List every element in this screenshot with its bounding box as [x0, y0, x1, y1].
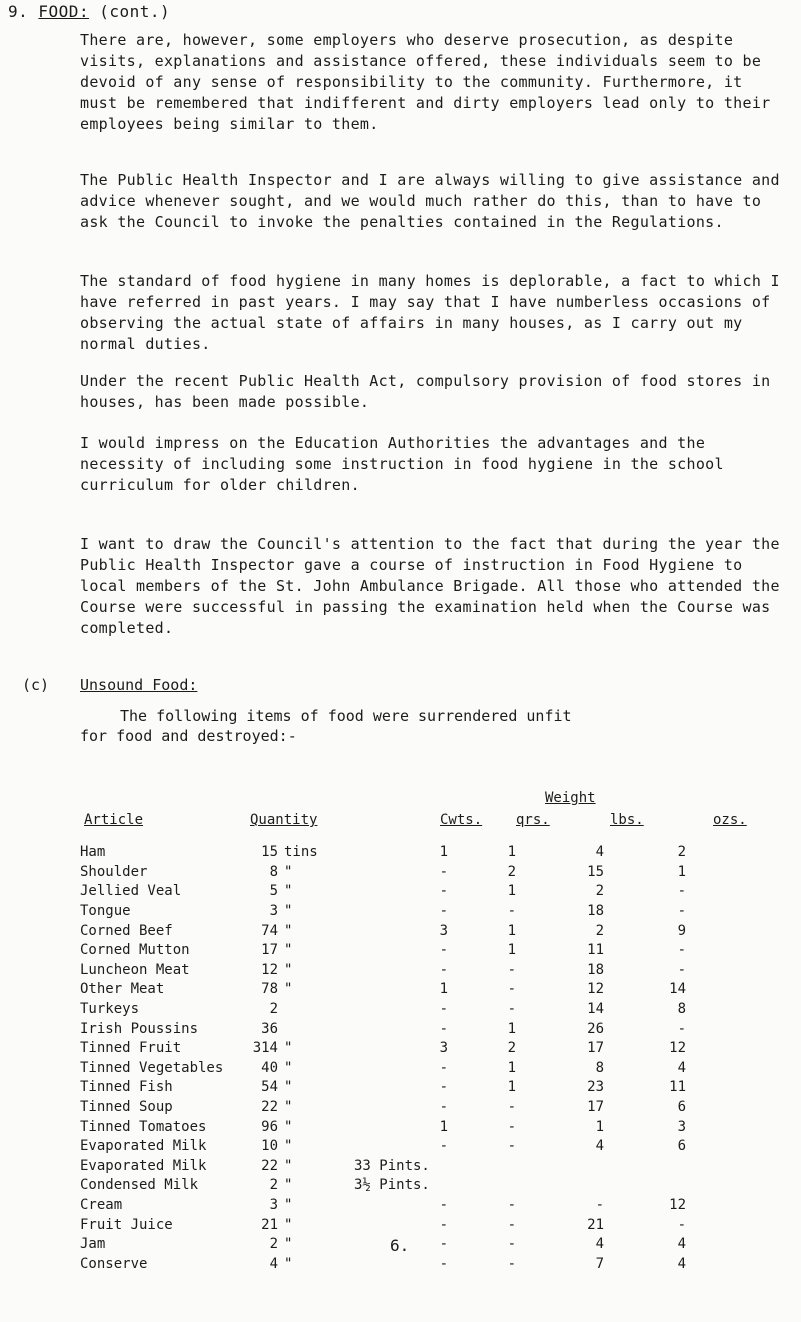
lbs-cell: 4	[595, 1138, 604, 1155]
lbs-cell: 23	[587, 1079, 604, 1096]
cwts-cell: -	[439, 1255, 448, 1272]
header-cwts: Cwts.	[440, 812, 483, 828]
unit-cell: "	[284, 863, 293, 880]
cwts-cell: -	[439, 903, 448, 920]
quantity-cell: 78	[261, 981, 278, 998]
ozs-cell: 6	[677, 1138, 686, 1155]
lbs-cell: 14	[587, 1001, 604, 1018]
quantity-cell: 21	[261, 1216, 278, 1233]
qrs-cell: -	[507, 1001, 516, 1018]
quantity-cell: 3	[269, 1196, 278, 1213]
cwts-cell: 1	[439, 1118, 448, 1135]
table-row	[80, 1254, 686, 1274]
quantity-cell: 74	[261, 922, 278, 939]
table-row	[80, 941, 686, 961]
ozs-cell: -	[677, 883, 686, 900]
unit-cell: "	[284, 883, 293, 900]
qrs-cell: 1	[507, 942, 516, 959]
article-cell: Jam	[80, 1236, 106, 1253]
qrs-cell: -	[507, 1138, 516, 1155]
lbs-cell: 17	[587, 1040, 604, 1057]
table-row	[80, 843, 686, 863]
article-cell: Evaporated Milk	[80, 1157, 207, 1174]
ozs-cell: 4	[677, 1236, 686, 1253]
ozs-cell: 11	[669, 1079, 686, 1096]
ozs-cell: 1	[677, 863, 686, 880]
lbs-cell: 18	[587, 903, 604, 920]
paragraph-5: I would impress on the Education Authorities the advantages and the necessity of including some instruction in food hygiene in the school curriculum for older children.	[80, 434, 724, 494]
qrs-cell: 2	[507, 863, 516, 880]
article-cell: Cream	[80, 1196, 123, 1213]
qrs-cell: 2	[507, 1040, 516, 1057]
ozs-cell: -	[677, 903, 686, 920]
ozs-cell: 9	[677, 922, 686, 939]
table-row	[80, 1137, 686, 1157]
header-weight: Weight	[545, 790, 596, 806]
unit-cell: "	[284, 1177, 293, 1194]
table-row	[80, 1215, 686, 1235]
cwts-cell: 3	[439, 922, 448, 939]
article-cell: Conserve	[80, 1255, 148, 1272]
quantity-cell: 314	[252, 1040, 278, 1057]
qrs-cell: -	[507, 1255, 516, 1272]
header-ozs: ozs.	[713, 812, 747, 828]
unit-cell: "	[284, 1196, 293, 1213]
cwts-cell: -	[439, 961, 448, 978]
table-row	[80, 1059, 686, 1079]
table-row	[80, 980, 686, 1000]
unit-cell: "	[284, 1255, 293, 1272]
article-cell: Luncheon Meat	[80, 961, 190, 978]
ozs-cell: 3	[677, 1118, 686, 1135]
unit-cell: "	[284, 1236, 293, 1253]
header-qrs: qrs.	[516, 812, 550, 828]
article-cell: Condensed Milk	[80, 1177, 199, 1194]
qrs-cell: -	[507, 1099, 516, 1116]
lbs-cell: 26	[587, 1020, 604, 1037]
table-row	[80, 1117, 686, 1137]
unit-cell: "	[284, 1040, 293, 1057]
table-row	[80, 961, 686, 981]
lbs-cell: 21	[587, 1216, 604, 1233]
unit-cell: "	[284, 1079, 293, 1096]
cwts-cell: -	[439, 883, 448, 900]
ozs-cell: 4	[677, 1255, 686, 1272]
article-cell: Tongue	[80, 903, 131, 920]
section-suffix: (cont.)	[99, 2, 171, 21]
qrs-cell: -	[507, 1196, 516, 1213]
header-quantity: Quantity	[250, 812, 318, 828]
lbs-cell: 4	[595, 1236, 604, 1253]
table-row	[80, 1000, 686, 1020]
table-row	[80, 1039, 686, 1059]
unit-cell: "	[284, 922, 293, 939]
qrs-cell: -	[507, 1236, 516, 1253]
table-row	[80, 1157, 686, 1177]
quantity-cell: 3	[269, 903, 278, 920]
ozs-cell: 4	[677, 1059, 686, 1076]
intro-line-2: for food and destroyed:-	[80, 727, 297, 745]
article-cell: Corned Beef	[80, 922, 173, 939]
lbs-cell: 1	[595, 1118, 604, 1135]
quantity-cell: 96	[261, 1118, 278, 1135]
qrs-cell: -	[507, 1118, 516, 1135]
lbs-cell: 11	[587, 942, 604, 959]
article-cell: Tinned Tomatoes	[80, 1118, 207, 1135]
section-header	[8, 2, 170, 21]
cwts-cell: -	[439, 1020, 448, 1037]
intro-line-1: The following items of food were surrendered unfit	[120, 707, 572, 725]
ozs-cell: -	[677, 961, 686, 978]
qrs-cell: -	[507, 961, 516, 978]
quantity-cell: 10	[261, 1138, 278, 1155]
ozs-cell: 2	[677, 844, 686, 861]
quantity-cell: 2	[269, 1001, 278, 1018]
quantity-cell: 8	[269, 863, 278, 880]
cwts-cell: -	[439, 942, 448, 959]
cwts-cell: -	[439, 1236, 448, 1253]
table-row	[80, 1098, 686, 1118]
lbs-cell: 12	[587, 981, 604, 998]
cwts-cell: -	[439, 1138, 448, 1155]
quantity-cell: 22	[261, 1157, 278, 1174]
cwts-cell: -	[439, 1001, 448, 1018]
unit-cell: "	[284, 1118, 293, 1135]
qrs-cell: -	[507, 981, 516, 998]
lbs-cell: 8	[595, 1059, 604, 1076]
lbs-cell: 15	[587, 863, 604, 880]
paragraph-2: The Public Health Inspector and I are always willing to give assistance and advice whenever sought, and we would much rather do this, than to have to ask the Council to invoke the penalties contained in the Regulations.	[80, 171, 780, 231]
subsection-title: Unsound Food:	[80, 676, 198, 694]
header-lbs: lbs.	[610, 812, 644, 828]
article-cell: Jellied Veal	[80, 883, 182, 900]
article-cell: Ham	[80, 844, 106, 861]
paragraph-3: The standard of food hygiene in many homes is deplorable, a fact to which I have referred in past years. I may say that I have numberless occasions of observing the actual state of affairs in many houses, as I carry out my normal duties.	[80, 272, 780, 353]
table-row	[80, 1176, 686, 1196]
ozs-cell: 12	[669, 1196, 686, 1213]
ozs-cell: 14	[669, 981, 686, 998]
article-cell: Corned Mutton	[80, 942, 190, 959]
ozs-cell: -	[677, 942, 686, 959]
section-title: FOOD:	[38, 2, 90, 21]
table-row	[80, 902, 686, 922]
lbs-cell: 18	[587, 961, 604, 978]
qrs-cell: 1	[507, 1079, 516, 1096]
article-cell: Shoulder	[80, 863, 148, 880]
unit-cell: "	[284, 942, 293, 959]
article-cell: Turkeys	[80, 1001, 140, 1018]
qrs-cell: -	[507, 903, 516, 920]
quantity-cell: 5	[269, 883, 278, 900]
quantity-cell: 36	[261, 1020, 278, 1037]
pints-cell: 33 Pints.	[354, 1157, 430, 1174]
header-article: Article	[84, 812, 144, 828]
quantity-cell: 17	[261, 942, 278, 959]
cwts-cell: -	[439, 1079, 448, 1096]
section-number: 9.	[8, 2, 29, 21]
quantity-cell: 2	[269, 1177, 278, 1194]
unit-cell	[278, 1000, 350, 1020]
cwts-cell: 1	[439, 844, 448, 861]
table-intro	[80, 706, 780, 746]
lbs-cell: 2	[595, 883, 604, 900]
article-cell: Fruit Juice	[80, 1216, 173, 1233]
qrs-cell: -	[507, 1216, 516, 1233]
quantity-cell: 54	[261, 1079, 278, 1096]
quantity-cell: 40	[261, 1059, 278, 1076]
unit-cell: "	[284, 1099, 293, 1116]
unit-cell: "	[284, 1216, 293, 1233]
table-row	[80, 863, 686, 883]
unit-cell: "	[284, 903, 293, 920]
table-row	[80, 1196, 686, 1216]
cwts-cell: 3	[439, 1040, 448, 1057]
ozs-cell: 8	[677, 1001, 686, 1018]
unit-cell: "	[284, 1157, 293, 1174]
ozs-cell: -	[677, 1020, 686, 1037]
quantity-cell: 15	[261, 844, 278, 861]
subsection-label: (c)	[22, 676, 50, 694]
lbs-cell: 17	[587, 1099, 604, 1116]
lbs-cell: 2	[595, 922, 604, 939]
article-cell: Tinned Fruit	[80, 1040, 182, 1057]
lbs-cell: 7	[595, 1255, 604, 1272]
qrs-cell: 1	[507, 1059, 516, 1076]
paragraph-4: Under the recent Public Health Act, compulsory provision of food stores in houses, has been made possible.	[80, 372, 771, 411]
qrs-cell: 1	[507, 883, 516, 900]
table-row	[80, 921, 686, 941]
table-row	[80, 1078, 686, 1098]
quantity-cell: 4	[269, 1255, 278, 1272]
article-cell: Irish Poussins	[80, 1020, 199, 1037]
unit-cell: "	[284, 961, 293, 978]
cwts-cell: -	[439, 1099, 448, 1116]
table-row	[80, 882, 686, 902]
unit-cell: "	[284, 1059, 293, 1076]
article-cell: Tinned Fish	[80, 1079, 173, 1096]
paragraph-1: There are, however, some employers who deserve prosecution, as despite visits, explanations and assistance offered, these individuals seem to be devoid of any sense of responsibility to the community. Furthermore, it must be remembered that indifferent and dirty employers lead only to their employees being similar to them.	[80, 31, 771, 133]
unit-cell: "	[284, 1138, 293, 1155]
lbs-cell: 4	[595, 844, 604, 861]
qrs-cell: 1	[507, 1020, 516, 1037]
cwts-cell: -	[439, 1216, 448, 1233]
article-cell: Tinned Soup	[80, 1099, 173, 1116]
ozs-cell: -	[677, 1216, 686, 1233]
article-cell: Other Meat	[80, 981, 165, 998]
table-row	[80, 1019, 686, 1039]
paragraph-6: I want to draw the Council's attention to the fact that during the year the Public Health Inspector gave a course of instruction in Food Hygiene to local members of the St. John Ambulance Brigade. All those who attended the Course were successful in passing the examination held when the Course was completed.	[80, 535, 780, 637]
unit-cell	[278, 1019, 350, 1039]
pints-cell: 3½ Pints.	[354, 1177, 430, 1194]
qrs-cell: 1	[507, 922, 516, 939]
unit-cell: tins	[284, 844, 318, 861]
cwts-cell: -	[439, 863, 448, 880]
lbs-cell: -	[595, 1196, 604, 1213]
unsound-food-table	[80, 843, 686, 1274]
ozs-cell: 6	[677, 1099, 686, 1116]
quantity-cell: 2	[269, 1236, 278, 1253]
ozs-cell: 12	[669, 1040, 686, 1057]
table-row	[80, 1235, 686, 1255]
unit-cell: "	[284, 981, 293, 998]
cwts-cell: 1	[439, 981, 448, 998]
article-cell: Evaporated Milk	[80, 1138, 207, 1155]
cwts-cell: -	[439, 1196, 448, 1213]
quantity-cell: 12	[261, 961, 278, 978]
quantity-cell: 22	[261, 1099, 278, 1116]
article-cell: Tinned Vegetables	[80, 1059, 224, 1076]
page-number: 6.	[390, 1236, 410, 1255]
cwts-cell: -	[439, 1059, 448, 1076]
qrs-cell: 1	[507, 844, 516, 861]
